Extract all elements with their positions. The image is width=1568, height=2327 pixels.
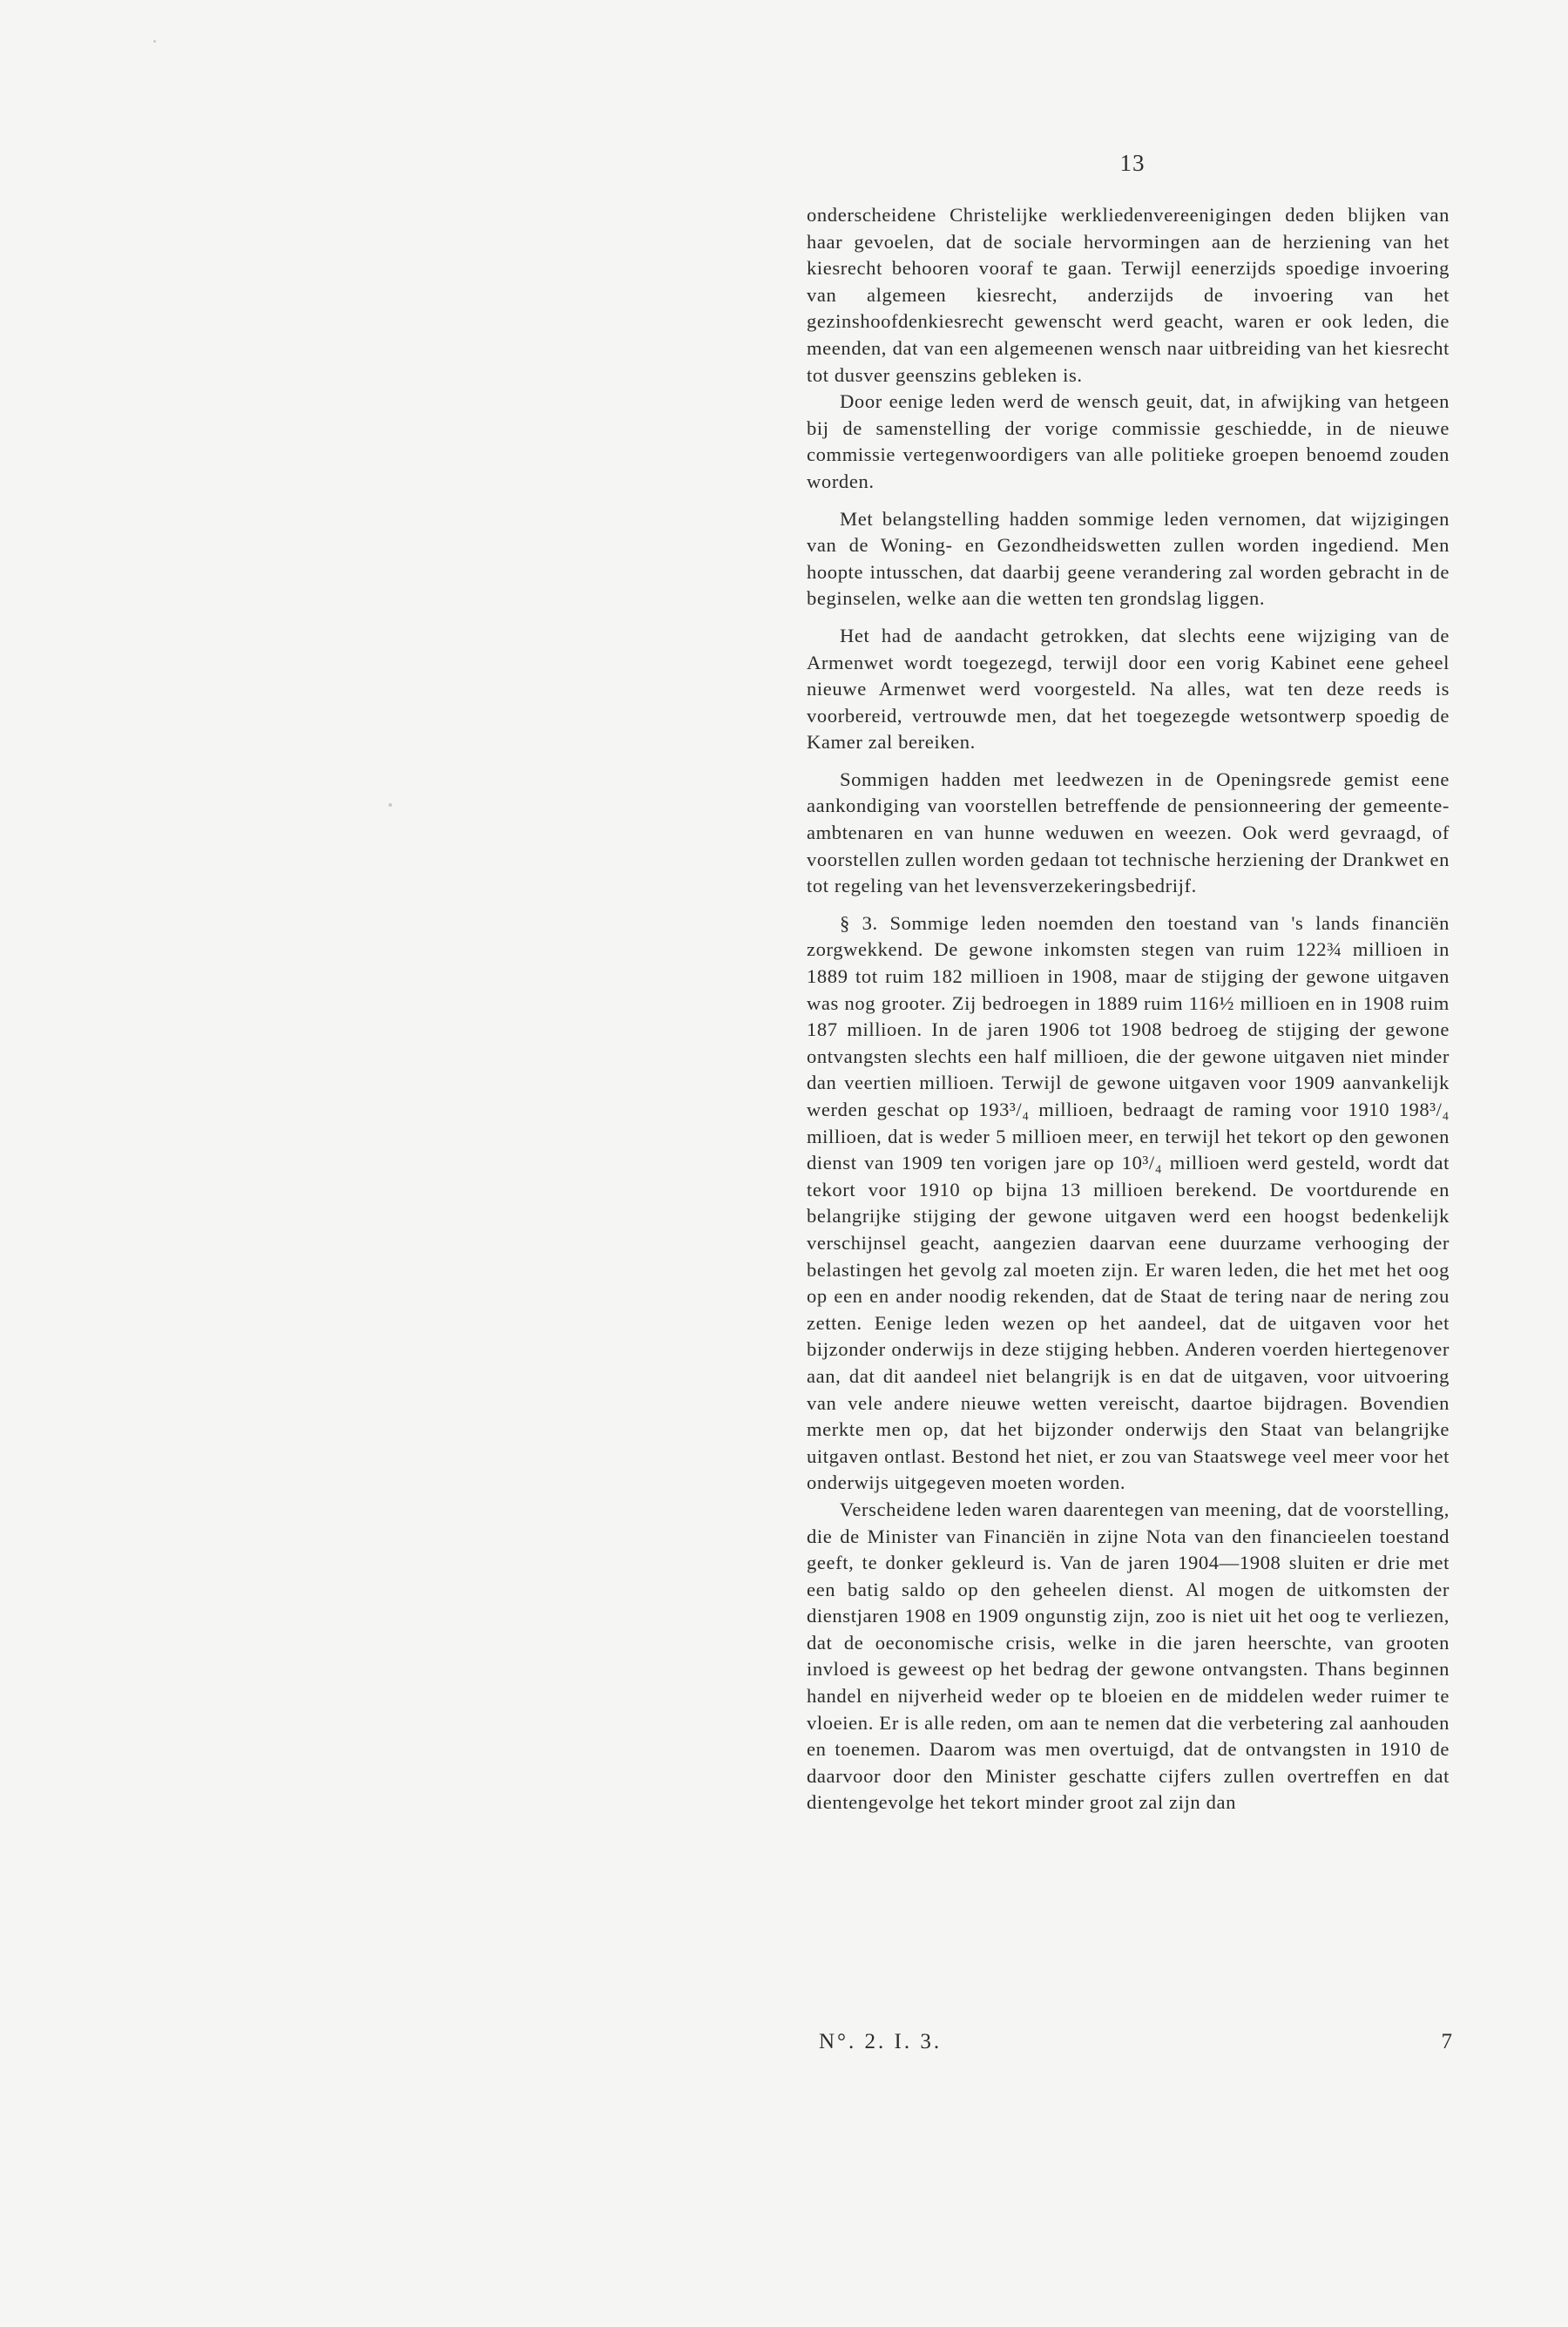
paragraph: onderscheidene Christelijke werkliedenvereenigingen deden blijken van haar gevoelen, dat de sociale hervormingen aan de herziening van het kiesrecht behooren vooraf te gaan. Terwijl eenerzijds spoedige invoering van algemeen kiesrecht, anderzijds de invoering van het gezinshoofdenkiesrecht gewenscht werd geacht, waren er ook leden, die meenden, dat van een algemeenen wensch naar uitbreiding van het kiesrecht tot dusver geenszins gebleken is. [807, 204, 1450, 386]
paragraph: Het had de aandacht getrokken, dat slechts eene wijziging van de Armenwet wordt toegezegd, terwijl door een vorig Kabinet eene geheel nieuwe Armenwet werd voorgesteld. Na alles, wat ten deze reeds is voorbereid, vertrouwde men, dat het toegezegde wetsontwerp spoedig de Kamer zal bereiken. [807, 624, 1450, 754]
paragraph: § 3. Sommige leden noemden den toestand van 's lands financiën zorgwekkend. De gewone inkomsten stegen van ruim 122¾ millioen in 1889 tot ruim 182 millioen in 1908, maar de stijging der gewone uitgaven was nog grooter. Zij bedroegen in 1889 ruim 116½ millioen en in 1908 ruim 187 millioen. In de jaren 1906 tot 1908 bedroeg de stijging der gewone ontvangsten slechts een half millioen, die der gewone uitgaven niet minder dan veertien millioen. Terwijl de gewone uitgaven voor 1909 aanvankelijk werden geschat op 193³/₄ millioen, bedraagt de raming voor 1910 198³/₄ millioen, dat is weder 5 millioen meer, en terwijl het tekort op den gewonen dienst van 1909 ten vorigen jare op 10³/₄ millioen werd gesteld, wordt dat tekort voor 1910 op bijna 13 millioen berekend. De voortdurende en belangrijke stijging der gewone uitgaven werd een hoogst bedenkelijk verschijnsel geacht, aangezien daarvan eene duurzame verhooging der belastingen het gevolg zal moeten zijn. Er waren leden, die het met het oog op een en ander noodig rekenden, dat de Staat de tering naar de nering zou zetten. Eenige leden wezen op het aandeel, dat de uitgaven voor het bijzonder onderwijs in deze stijging hebben. Anderen voerden hiertegenover aan, dat dit aandeel niet belangrijk is en dat de uitgaven, voor uitvoering van vele andere nieuwe wetten vereischt, daartoe bijdragen. Bovendien merkte men op, dat het bijzonder onderwijs den Staat van belangrijke uitgaven ontlast. Bestond het niet, er zou van Staatswege veel meer voor het onderwijs uitgegeven moeten worden. [807, 911, 1450, 1494]
footer-sheet-number: 7 [1441, 2030, 1455, 2053]
paper-speck [389, 803, 392, 807]
paragraph: Met belangstelling hadden sommige leden vernomen, dat wijzigingen van de Woning- en Gezondheidswetten zullen worden ingediend. Men hoopte intusschen, dat daarbij geene verandering zal worden gebracht in de beginselen, welke aan die wetten ten grondslag liggen. [807, 507, 1450, 610]
paper-speck [153, 40, 156, 43]
paragraph: Sommigen hadden met leedwezen in de Openingsrede gemist eene aankondiging van voorstellen betreffende de pensionneering der gemeente-ambtenaren en van hunne weduwen en weezen. Ook werd gevraagd, of voorstellen zullen worden gedaan tot technische herziening der Drankwet en tot regeling van het levensverzekeringsbedrijf. [807, 768, 1450, 897]
paragraph: Door eenige leden werd de wensch geuit, dat, in afwijking van hetgeen bij de samenstelling der vorige commissie geschiedde, in de nieuwe commissie vertegenwoordigers van alle politieke groepen benoemd zouden worden. [807, 390, 1450, 492]
footer-signature: N°. 2. I. 3. [819, 2030, 943, 2053]
paragraph: Verscheidene leden waren daarentegen van meening, dat de voorstelling, die de Minister van Financiën in zijne Nota van den financieelen toestand geeft, te donker gekleurd is. Van de jaren 1904—1908 sluiten er drie met een batig saldo op den geheelen dienst. Al mogen de uitkomsten der dienstjaren 1908 en 1909 ongunstig zijn, zoo is niet uit het oog te verliezen, dat de oeconomische crisis, welke in die jaren heerschte, van grooten invloed is geweest op het bedrag der gewone ontvangsten. Thans beginnen handel en nijverheid weder op te bloeien en de middelen weder ruimer te vloeien. Er is alle reden, om aan te nemen dat die verbetering zal aanhouden en toenemen. Daarom was men overtuigd, dat de ontvangsten in 1910 de daarvoor door den Minister geschatte cijfers zullen overtreffen en dat dientengevolge het tekort minder groot zal zijn dan [807, 1498, 1450, 1814]
page-number: 13 [1119, 150, 1146, 176]
text-column [807, 202, 1450, 1816]
